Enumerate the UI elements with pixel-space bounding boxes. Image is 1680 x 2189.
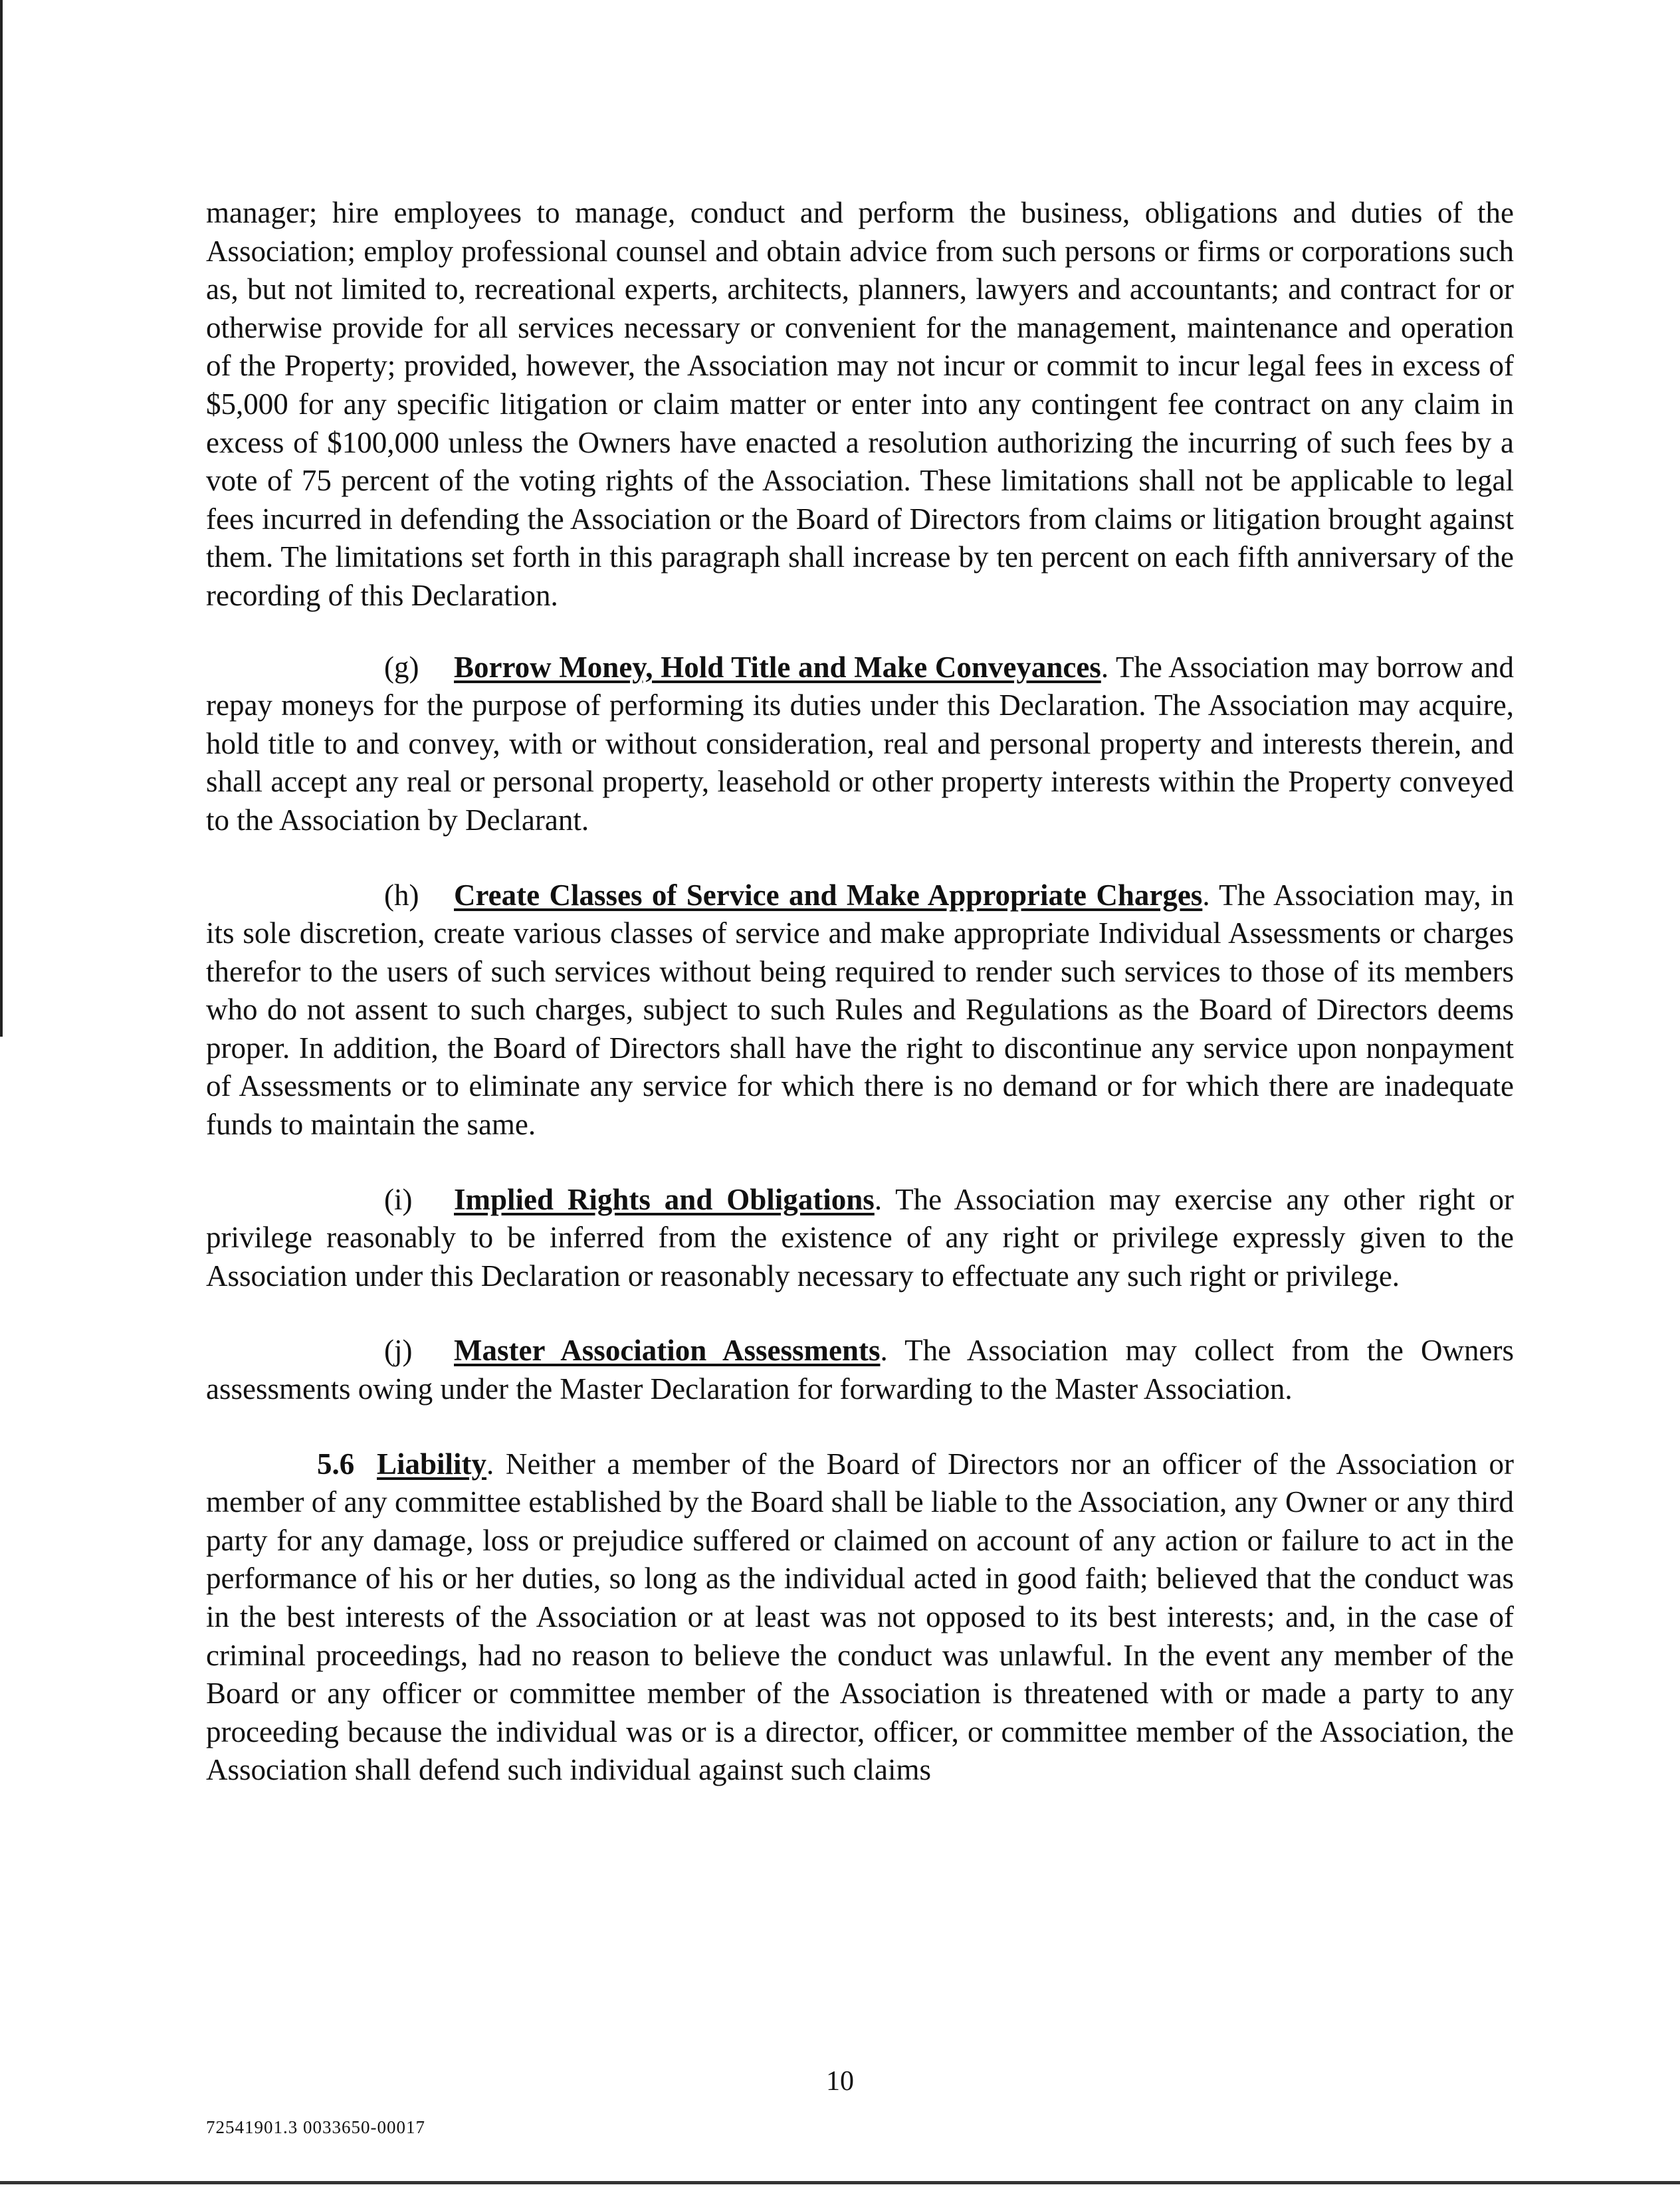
subsection-heading: Implied Rights and Obligations <box>454 1182 875 1216</box>
section-heading: Liability <box>377 1447 487 1481</box>
subsection-text: . The Association may collect from the Owners assessments owing under the Master Declaration for forwarding to the Master Association. <box>206 1334 1514 1406</box>
scan-edge-bottom <box>0 2181 1680 2184</box>
section-5-6 <box>206 1445 1514 1790</box>
page-number: 10 <box>826 2066 854 2097</box>
subsection-h <box>206 877 1514 1144</box>
document-id: 72541901.3 0033650-00017 <box>206 2117 425 2137</box>
subsection-label: (g) <box>384 650 419 684</box>
subsection-g <box>206 649 1514 840</box>
section-text: . Neither a member of the Board of Directors nor an officer of the Association or member of any committee established by the Board shall be liable to the Association, any Owner or any third party for any damage, loss or prejudice suffered or claimed on account of any action or failure to act in the performance of his or her duties, so long as the individual acted in good faith; believed that the conduct was in the best interests of the Association or at least was not opposed to its best interests; and, in the case of criminal proceedings, had no reason to believe the conduct was unlawful. In the event any member of the Board or any officer or committee member of the Association is threatened with or made a party to any proceeding because the individual was or is a director, officer, or committee member of the Association, the Association shall defend such individual against such claims <box>206 1447 1514 1787</box>
section-number: 5.6 <box>317 1447 355 1481</box>
subsection-heading: Master Association Assessments <box>454 1334 881 1368</box>
subsection-i <box>206 1181 1514 1296</box>
subsection-text: . The Association may borrow and repay moneys for the purpose of performing its duties under this Declaration. The Association may acquire, hold title to and convey, with or without consideration, real and personal property and interests therein, and shall accept any real or personal property, leasehold or other property interests within the Property conveyed to the Association by Declarant. <box>206 650 1515 837</box>
subsection-label: (j) <box>384 1334 413 1368</box>
subsection-text: . The Association may exercise any other right or privilege reasonably to be inferred from the existence of any right or privilege expressly given to the Association under this Declaration or reasonably necessary to effectuate any such right or privilege. <box>206 1182 1515 1293</box>
subsection-j <box>206 1332 1514 1408</box>
subsection-heading: Create Classes of Service and Make Appropriate Charges <box>454 878 1203 912</box>
subsection-label: (h) <box>384 878 419 912</box>
scan-edge-left <box>0 0 3 1037</box>
document-body <box>206 194 1514 1790</box>
intro-paragraph: manager; hire employees to manage, conduct and perform the business, obligations and duties of the Association; employ professional counsel and obtain advice from such persons or firms or corporations such as, but not limited to, recreational experts, architects, planners, lawyers and accountants; and contract for or otherwise provide for all services necessary or convenient for the management, maintenance and operation of the Property; provided, however, the Association may not incur or commit to incur legal fees in excess of $5,000 for any specific litigation or claim matter or enter into any contingent fee contract on any claim in excess of $100,000 unless the Owners have enacted a resolution authorizing the incurring of such fees by a vote of 75 percent of the voting rights of the Association. These limitations shall not be applicable to legal fees incurred in defending the Association or the Board of Directors from claims or litigation brought against them. The limitations set forth in this paragraph shall increase by ten percent on each fifth anniversary of the recording of this Declaration. <box>206 196 1514 612</box>
subsection-heading: Borrow Money, Hold Title and Make Conveyances <box>454 650 1101 684</box>
subsection-text: . The Association may, in its sole discretion, create various classes of service and make appropriate Individual Assessments or charges therefor to the users of such services without being required to render such services to those of its members who do not assent to such charges, subject to such Rules and Regulations as the Board of Directors deems proper. In addition, the Board of Directors shall have the right to discontinue any service upon nonpayment of Assessments or to eliminate any service for which there is no demand or for which there are inadequate funds to maintain the same. <box>206 878 1514 1142</box>
subsection-label: (i) <box>384 1182 413 1216</box>
